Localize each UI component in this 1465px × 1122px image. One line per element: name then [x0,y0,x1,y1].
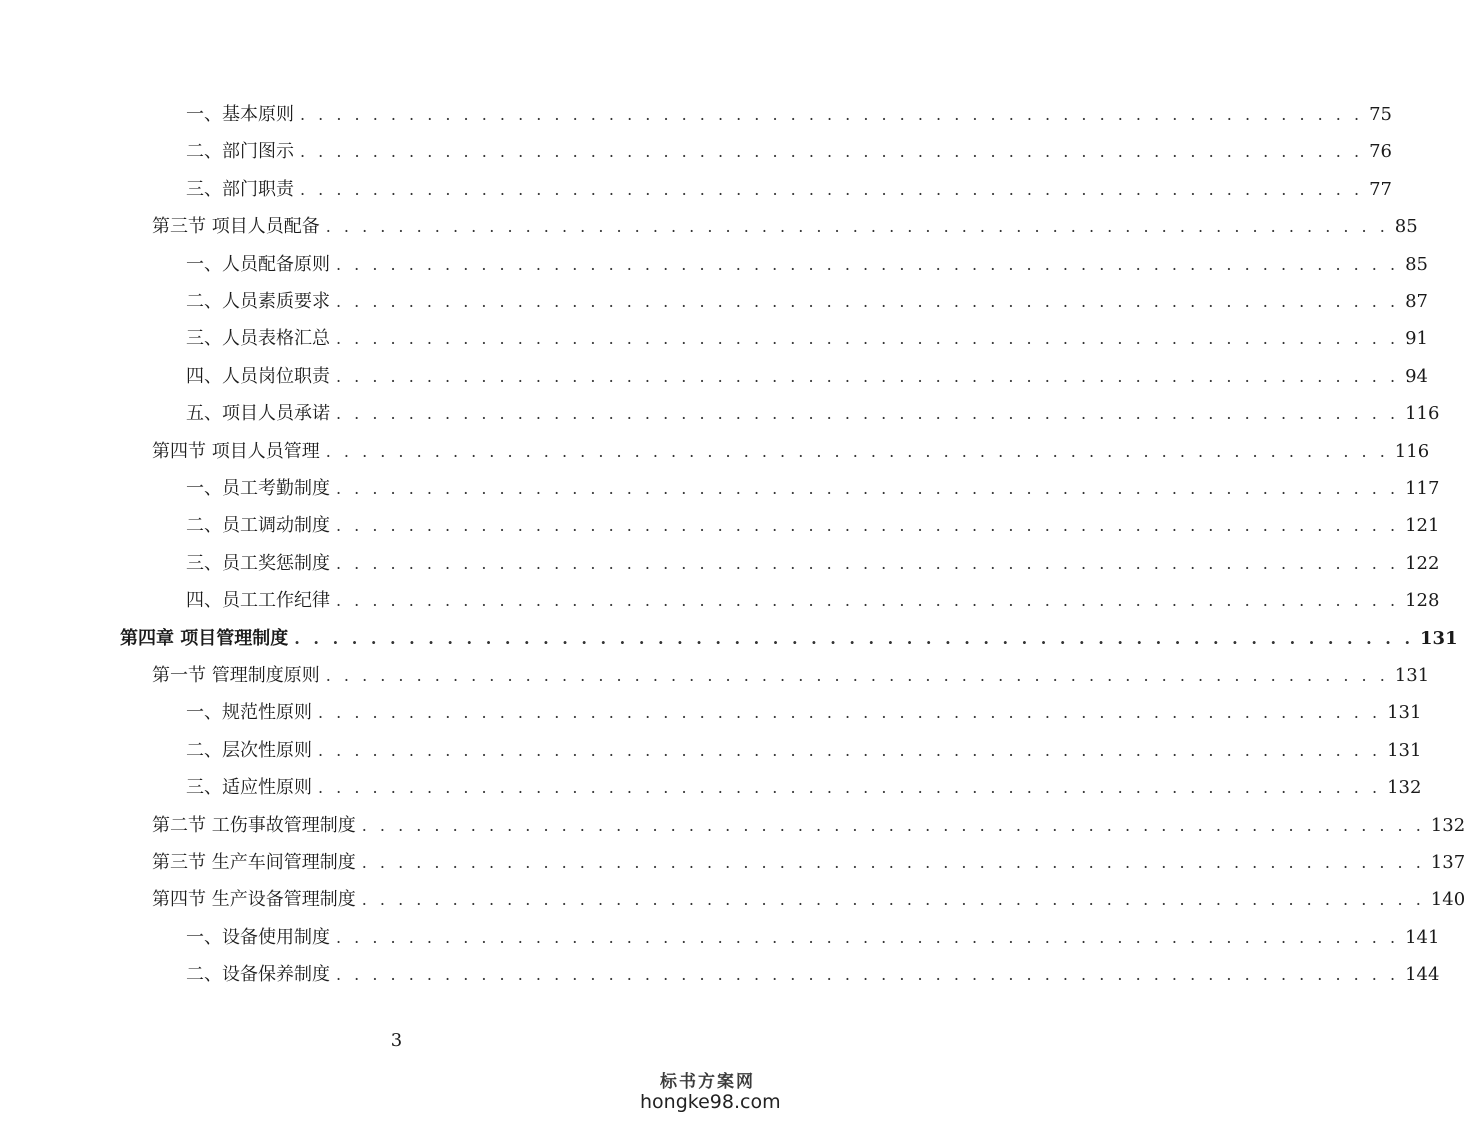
toc-dot-leader: . . . . . . . . . . . . . . . . . . . . . . . . . . . . . . . . . . . . . . . . . . . . . . . . . . . . . . . . . . . [300,179,1364,199]
toc-entry-label: 第四节 生产设备管理制度 [152,889,356,911]
toc-dot-leader: . . . . . . . . . . . . . . . . . . . . . . . . . . . . . . . . . . . . . . . . . . . . . . . . . . . . . . . . . . . [361,815,1425,835]
toc-dot-leader: . . . . . . . . . . . . . . . . . . . . . . . . . . . . . . . . . . . . . . . . . . . . . . . . . . . . . . . . . . . [336,479,1400,498]
toc-entry[interactable] [186,399,1440,429]
toc-dot-leader: . . . . . . . . . . . . . . . . . . . . . . . . . . . . . . . . . . . . . . . . . . . . . . . . . . . . . . . . . . . [300,105,1364,124]
toc-dot-leader: . . . . . . . . . . . . . . . . . . . . . . . . . . . . . . . . . . . . . . . . . . . . . . . . . . . . . . . . . . . [325,217,1389,237]
toc-entry[interactable] [152,848,1465,878]
watermark-url: hongke98.com [640,1091,781,1113]
toc-entry-label: 一、员工考勤制度 [186,478,330,499]
page-number: 3 [390,1030,403,1051]
toc-dot-leader: . . . . . . . . . . . . . . . . . . . . . . . . . . . . . . . . . . . . . . . . . . . . . . . . . . . . . . . . . . . [336,366,1400,386]
toc-entry-label: 三、部门职责 [186,178,294,200]
toc-entry-label: 三、适应性原则 [186,777,312,799]
toc-entry-label: 一、人员配备原则 [186,253,330,275]
toc-entry[interactable] [152,885,1465,915]
toc-entry[interactable] [186,736,1422,766]
toc-entry-label: 第四节 项目人员管理 [152,440,320,462]
toc-entry-label: 二、部门图示 [186,141,294,163]
toc-entry[interactable] [186,923,1440,953]
toc-dot-leader: . . . . . . . . . . . . . . . . . . . . . . . . . . . . . . . . . . . . . . . . . . . . . . . . . . . . . . . . . . . [318,740,1382,760]
toc-entry-page: 131 [1387,739,1422,761]
toc-entry-page: 132 [1387,777,1422,799]
toc-dot-leader: . . . . . . . . . . . . . . . . . . . . . . . . . . . . . . . . . . . . . . . . . . . . . . . . . . . . . . . . . . . [300,142,1364,162]
toc-entry-page: 85 [1394,216,1418,238]
toc-entry[interactable] [152,437,1430,467]
toc-dot-leader: . . . . . . . . . . . . . . . . . . . . . . . . . . . . . . . . . . . . . . . . . . . . . . . . . . . . . . . . . . . [336,591,1400,611]
toc-entry-label: 第四章 项目管理制度 [120,627,289,649]
toc-entry[interactable] [186,474,1440,504]
toc-entry[interactable] [152,661,1430,691]
toc-entry-label: 三、人员表格汇总 [186,328,330,350]
toc-entry-label: 二、层次性原则 [186,739,312,761]
toc-entry[interactable] [186,324,1428,354]
toc-entry[interactable] [186,549,1440,579]
toc-dot-leader: . . . . . . . . . . . . . . . . . . . . . . . . . . . . . . . . . . . . . . . . . . . . . . . . . . . . . . . . . . . [336,516,1400,536]
watermark-name: 标书方案网 [660,1072,755,1092]
toc-entry-label: 一、规范性原则 [186,702,312,724]
toc-entry-label: 四、员工工作纪律 [186,590,330,612]
toc-dot-leader: . . . . . . . . . . . . . . . . . . . . . . . . . . . . . . . . . . . . . . . . . . . . . . . . . . . . . . . . . . . [325,441,1389,461]
toc-dot-leader: . . . . . . . . . . . . . . . . . . . . . . . . . . . . . . . . . . . . . . . . . . . . . . . . . . . . . . . . . . . [336,292,1400,311]
toc-entry-page: 85 [1405,253,1428,275]
toc-dot-leader: . . . . . . . . . . . . . . . . . . . . . . . . . . . . . . . . . . . . . . . . . . . . . . . . . . . . . . . . . . . [336,927,1400,947]
toc-entry[interactable] [186,511,1440,541]
toc-entry[interactable] [186,137,1392,167]
toc-entry-page: 132 [1430,814,1465,836]
toc-entry[interactable] [186,175,1392,205]
toc-dot-leader: . . . . . . . . . . . . . . . . . . . . . . . . . . . . . . . . . . . . . . . . . . . . . . . . . . . . . . . . . . . [336,404,1400,424]
toc-entry[interactable] [186,773,1422,803]
toc-entry-page: 121 [1405,515,1440,537]
toc-entry[interactable] [186,100,1392,130]
toc-entry-page: 77 [1369,178,1392,200]
toc-entry-label: 一、基本原则 [186,104,294,125]
toc-entry-page: 144 [1405,964,1440,986]
toc-entry-page: 75 [1369,104,1392,125]
toc-entry-page: 131 [1394,665,1430,686]
toc-entry[interactable] [186,287,1428,317]
toc-entry-label: 三、员工奖惩制度 [186,552,330,574]
toc-dot-leader: . . . . . . . . . . . . . . . . . . . . . . . . . . . . . . . . . . . . . . . . . . . . . . . . . . . . . . . . . . . [361,890,1425,910]
toc-entry[interactable] [152,811,1465,841]
toc-entry-page: 128 [1405,590,1440,612]
toc-entry[interactable] [186,586,1440,616]
toc-entry-label: 五、项目人员承诺 [186,403,330,425]
toc-entry-page: 131 [1420,627,1458,649]
toc-entry-page: 141 [1405,926,1440,948]
toc-entry-label: 第三节 生产车间管理制度 [152,852,356,873]
toc-entry[interactable] [186,698,1422,728]
toc-entry-label: 二、人员素质要求 [186,291,330,312]
toc-entry[interactable] [152,212,1418,242]
toc-entry-label: 一、设备使用制度 [186,926,330,948]
toc-entry-page: 122 [1405,552,1440,574]
toc-dot-leader: . . . . . . . . . . . . . . . . . . . . . . . . . . . . . . . . . . . . . . . . . . . . . . . . . . . . . . . . . . . [325,666,1389,685]
toc-entry[interactable] [120,624,1458,654]
toc-entry[interactable] [186,250,1428,280]
toc-dot-leader: . . . . . . . . . . . . . . . . . . . . . . . . . . . . . . . . . . . . . . . . . . . . . . . . . . . . . . . . . . . [336,329,1400,349]
toc-dot-leader: . . . . . . . . . . . . . . . . . . . . . . . . . . . . . . . . . . . . . . . . . . . . . . . . . . . . . . . . . . . [336,553,1400,573]
toc-entry-label: 二、员工调动制度 [186,515,330,537]
toc-entry[interactable] [186,960,1440,990]
toc-entry-label: 二、设备保养制度 [186,964,330,986]
toc-entry-label: 四、人员岗位职责 [186,365,330,387]
toc-dot-leader: . . . . . . . . . . . . . . . . . . . . . . . . . . . . . . . . . . . . . . . . . . . . . . . . . . . . . . . . . . . [336,254,1400,274]
toc-entry-page: 91 [1405,328,1428,350]
toc-dot-leader: . . . . . . . . . . . . . . . . . . . . . . . . . . . . . . . . . . . . . . . . . . . . . . . . . . . . . . . . . . . [294,628,1415,648]
toc-dot-leader: . . . . . . . . . . . . . . . . . . . . . . . . . . . . . . . . . . . . . . . . . . . . . . . . . . . . . . . . . . . [318,703,1382,723]
toc-entry-page: 116 [1405,403,1440,425]
toc-entry-label: 第二节 工伤事故管理制度 [152,814,356,836]
toc-entry-label: 第一节 管理制度原则 [152,665,320,686]
toc-dot-leader: . . . . . . . . . . . . . . . . . . . . . . . . . . . . . . . . . . . . . . . . . . . . . . . . . . . . . . . . . . . [361,853,1425,872]
toc-entry-page: 117 [1405,478,1440,499]
toc-entry-page: 94 [1405,365,1428,387]
toc-dot-leader: . . . . . . . . . . . . . . . . . . . . . . . . . . . . . . . . . . . . . . . . . . . . . . . . . . . . . . . . . . . [318,778,1382,798]
toc-entry-label: 第三节 项目人员配备 [152,216,320,238]
toc-entry-page: 87 [1405,291,1428,312]
toc-entry-page: 116 [1394,440,1430,462]
toc-entry-page: 137 [1430,852,1465,873]
toc-entry-page: 140 [1430,889,1465,911]
toc-entry[interactable] [186,362,1428,392]
toc-entry-page: 131 [1387,702,1422,724]
toc-entry-page: 76 [1369,141,1392,163]
toc-dot-leader: . . . . . . . . . . . . . . . . . . . . . . . . . . . . . . . . . . . . . . . . . . . . . . . . . . . . . . . . . . . [336,965,1400,985]
